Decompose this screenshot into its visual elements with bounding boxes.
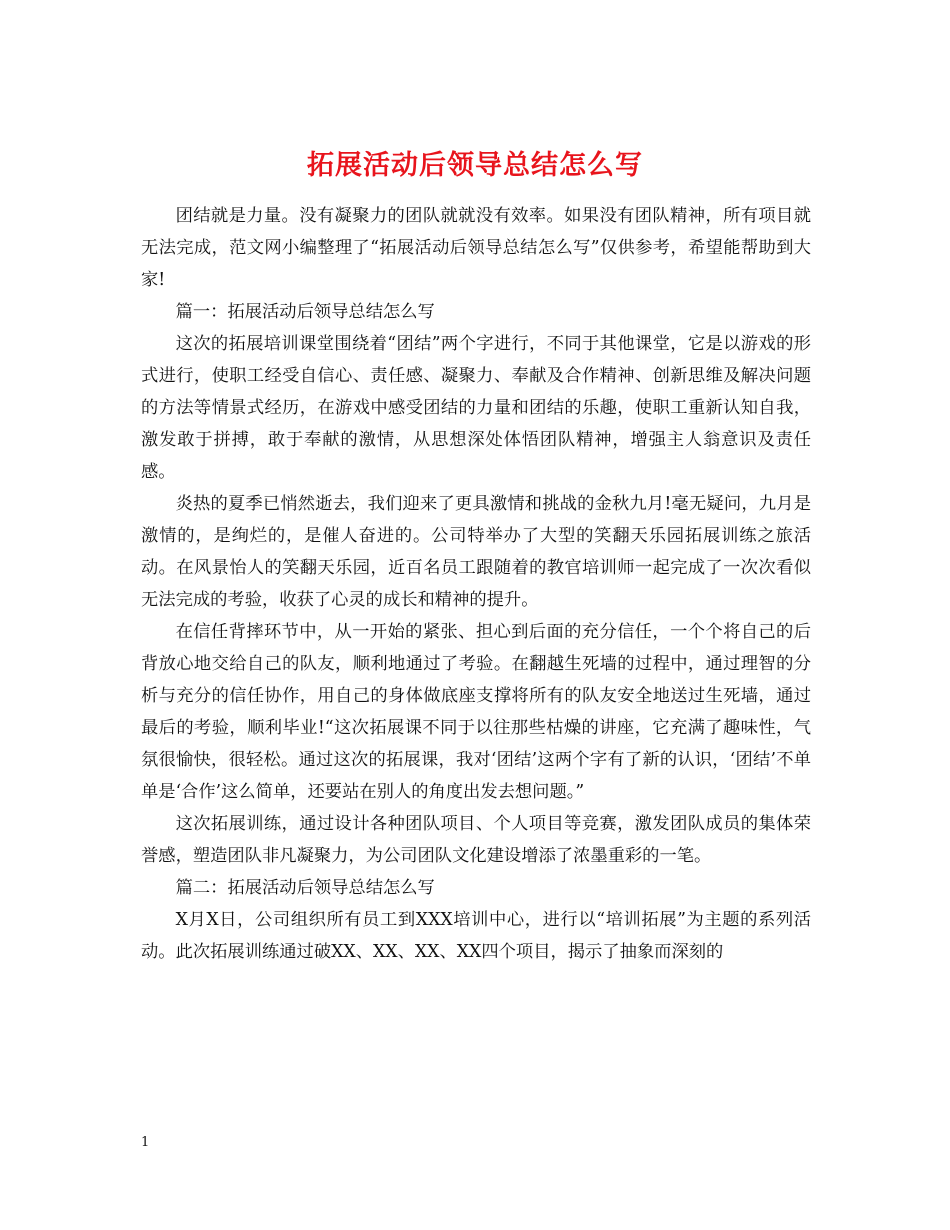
document-title: 拓展活动后领导总结怎么写 — [307, 150, 643, 182]
document-body — [141, 200, 811, 968]
paragraph: 这次的拓展培训课堂围绕着“团结”两个字进行，不同于其他课堂，它是以游戏的形式进行，使职工经受自信心、责任感、凝聚力、奉献及合作精神、创新思维及解决问题的方法等情景式经历，在游戏中感受团结的力量和团结的乐趣，使职工重新认知自我，激发敢于拼搏，敢于奉献的激情，从思想深处体悟团队精神，增强主人翁意识及责任感。 — [141, 334, 811, 482]
section-heading-1: 篇一：拓展活动后领导总结怎么写 — [175, 302, 435, 322]
paragraph: 在信任背摔环节中，从一开始的紧张、担心到后面的充分信任，一个个将自己的后背放心地交给自己的队友，顺利地通过了考验。在翻越生死墙的过程中，通过理智的分析与充分的信任协作，用自己的身体做底座支撑将所有的队友安全地送过生死墙，通过最后的考验，顺利毕业!“这次拓展课不同于以往那些枯燥的讲座，它充满了趣味性，气氛很愉快，很轻松。通过这次的拓展课，我对‘团结’这两个字有了新的认识，‘团结’不单单是‘合作’这么简单，还要站在别人的角度出发去想问题。” — [141, 622, 811, 802]
section-heading-2: 篇二：拓展活动后领导总结怎么写 — [175, 878, 435, 898]
paragraph: X月X日，公司组织所有员工到XXX培训中心，进行以“培训拓展”为主题的系列活动。此次拓展训练通过破XX、XX、XX、XX四个项目，揭示了抽象而深刻的 — [141, 910, 811, 962]
paragraph: 炎热的夏季已悄然逝去，我们迎来了更具激情和挑战的金秋九月!毫无疑问，九月是激情的，是绚烂的，是催人奋进的。公司特举办了大型的笑翻天乐园拓展训练之旅活动。在风景怡人的笑翻天乐园，近百名员工跟随着的教官培训师一起完成了一次次看似无法完成的考验，收获了心灵的成长和精神的提升。 — [141, 494, 811, 610]
page-number: 1 — [141, 1135, 150, 1150]
paragraph: 这次拓展训练，通过设计各种团队项目、个人项目等竞赛，激发团队成员的集体荣誉感，塑造团队非凡凝聚力，为公司团队文化建设增添了浓墨重彩的一笔。 — [141, 814, 811, 866]
paragraph-intro: 团结就是力量。没有凝聚力的团队就就没有效率。如果没有团队精神，所有项目就无法完成，范文网小编整理了“拓展活动后领导总结怎么写”仅供参考，希望能帮助到大家! — [141, 206, 811, 290]
